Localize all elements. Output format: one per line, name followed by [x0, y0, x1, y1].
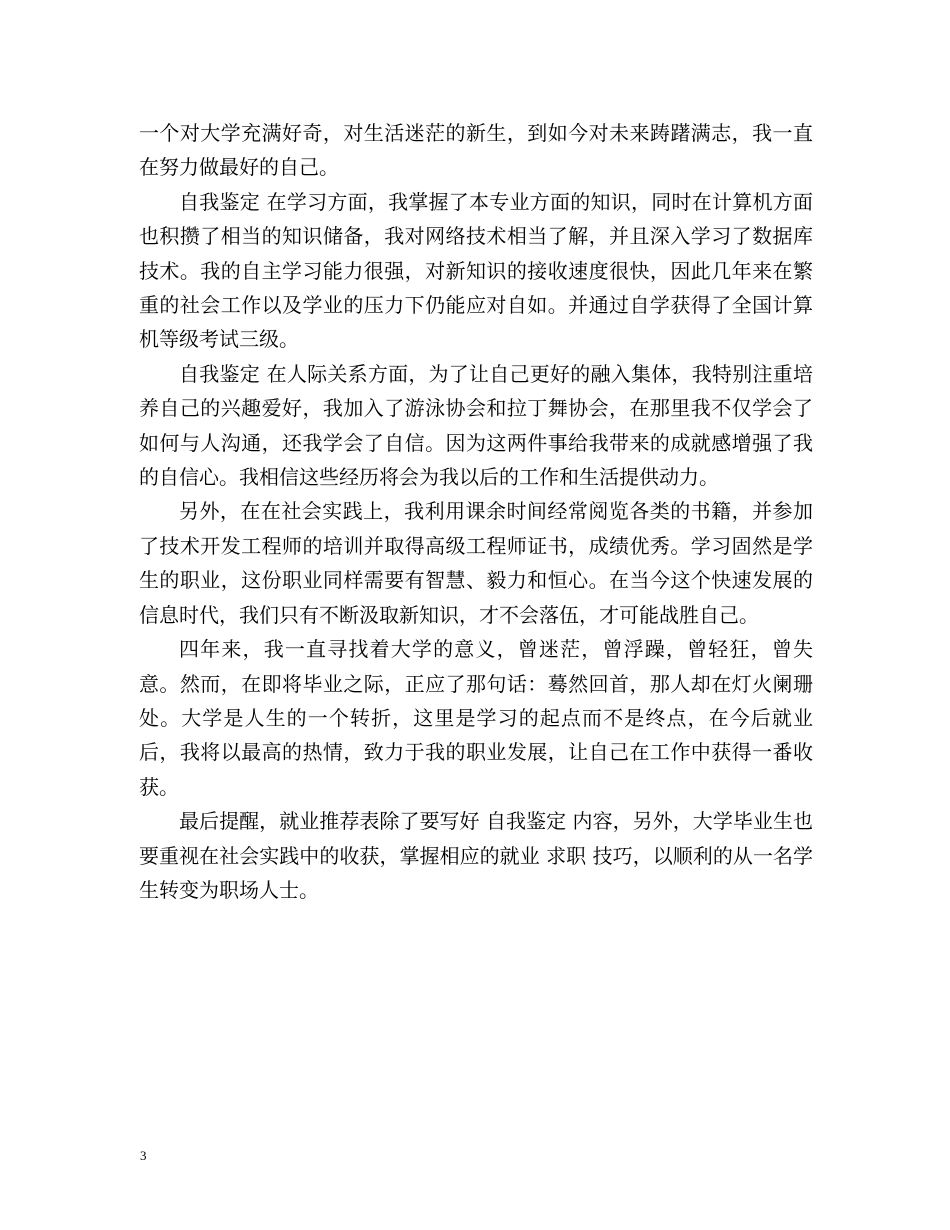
paragraph-four-years: 四年来，我一直寻找着大学的意义，曾迷茫，曾浮躁，曾轻狂，曾失意。然而，在即将毕业之际，正应了那句话：蓦然回首，那人却在灯火阑珊处。大学是人生的一个转折，这里是学习的起点而不是终点，在今后就业后，我将以最高的热情，致力于我的职业发展，让自己在工作中获得一番收获。 [139, 637, 813, 799]
paragraph-intro-continuation: 一个对大学充满好奇，对生活迷茫的新生，到如今对未来踌躇满志，我一直在努力做最好的自己。 [139, 121, 813, 180]
paragraph-final-reminder: 最后提醒，就业推荐表除了要写好 自我鉴定 内容，另外，大学毕业生也要重视在社会实践中的收获，掌握相应的就业 求职 技巧，以顺利的从一名学生转变为职场人士。 [139, 809, 813, 902]
paragraph-social-practice: 另外，在在社会实践上，我利用课余时间经常阅览各类的书籍，并参加了技术开发工程师的培训并取得高级工程师证书，成绩优秀。学习固然是学生的职业，这份职业同样需要有智慧、毅力和恒心。在当今这个快速发展的信息时代，我们只有不断汲取新知识，才不会落伍，才可能战胜自己。 [139, 499, 813, 627]
paragraph-study: 自我鉴定 在学习方面，我掌握了本专业方面的知识，同时在计算机方面也积攒了相当的知识储备，我对网络技术相当了解，并且深入学习了数据库技术。我的自主学习能力很强，对新知识的接收速度很快，因此几年来在繁重的社会工作以及学业的压力下仍能应对自如。并通过自学获得了全国计算机等级考试三级。 [139, 189, 813, 352]
body-text [139, 116, 813, 907]
paragraph-relationships: 自我鉴定 在人际关系方面，为了让自己更好的融入集体，我特别注重培养自己的兴趣爱好，我加入了游泳协会和拉丁舞协会，在那里我不仅学会了如何与人沟通，还我学会了自信。因为这两件事给我带来的成就感增强了我的自信心。我相信这些经历将会为我以后的工作和生活提供动力。 [139, 361, 813, 490]
page-number: 3 [140, 1148, 147, 1163]
